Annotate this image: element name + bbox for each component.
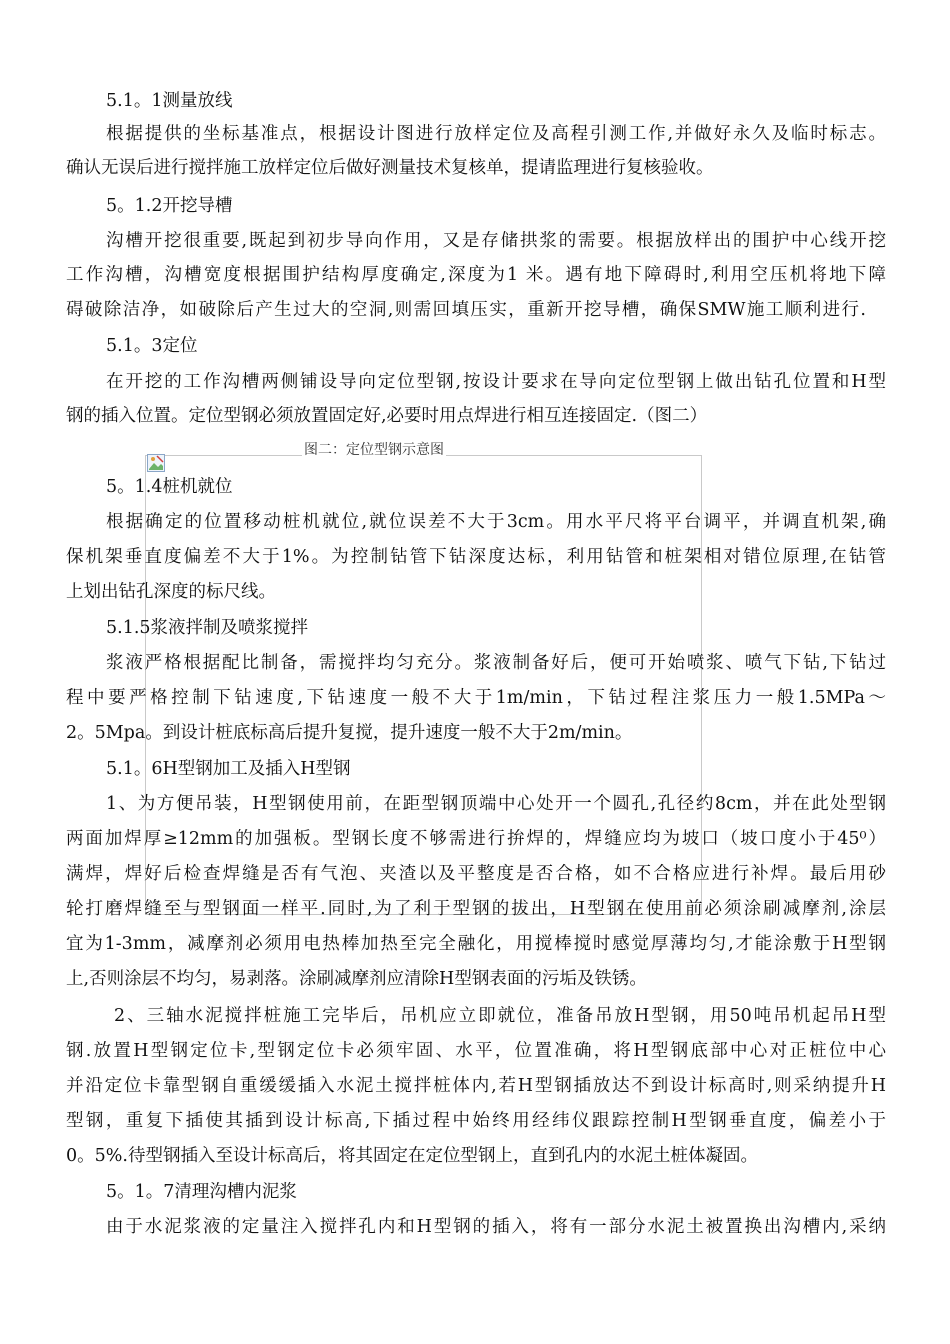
paragraph-line: 由于水泥浆液的定量注入搅拌孔内和H型钢的插入，将有一部分水泥土被置换出沟槽内,采纳 (106, 1217, 886, 1237)
section-5-1-7-heading: 5。1。7清理沟槽内泥浆 (106, 1182, 297, 1202)
paragraph-line: 2、三轴水泥搅拌桩施工完毕后，吊机应立即就位，准备吊放H型钢，用50吨吊机起吊H型 (114, 1006, 886, 1026)
paragraph-line: 根据提供的坐标基准点，根据设计图进行放样定位及高程引测工作,并做好永久及临时标志。 (106, 124, 886, 144)
paragraph-line: 确认无误后进行搅拌施工放样定位后做好测量技术复核单，提请监理进行复核验收。 (66, 158, 714, 178)
broken-image-icon (147, 454, 165, 472)
paragraph-line: 钢的插入位置。定位型钢必须放置固定好,必要时用点焊进行相互连接固定.（图二） (66, 406, 708, 426)
section-5-1-5-heading: 5.1.5浆液拌制及喷浆搅拌 (106, 618, 309, 638)
section-5-1-2-heading: 5。1.2开挖导槽 (106, 196, 233, 216)
paragraph-line: 满焊，焊好后检查焊缝是否有气泡、夹渣以及平整度是否合格，如不合格应进行补焊。最后用砂 (66, 864, 886, 884)
paragraph-line: 轮打磨焊缝至与型钢面一样平.同时,为了利于型钢的拔出，H型钢在使用前必须涂刷减摩剂,涂层 (66, 899, 886, 919)
paragraph-line: 1、为方便吊装，H型钢使用前，在距型钢顶端中心处开一个圆孔,孔径约8cm，并在此处型钢 (106, 794, 886, 814)
figure-caption: 图二：定位型钢示意图 (304, 442, 444, 458)
paragraph-line: 型钢，重复下插使其插到设计标高,下插过程中始终用经纬仪跟踪控制H型钢垂直度，偏差小于 (66, 1111, 886, 1131)
section-5-1-1-heading: 5.1。1测量放线 (106, 91, 233, 111)
paragraph-line: 并沿定位卡靠型钢自重缓缓插入水泥土搅拌桩体内,若H型钢插放达不到设计标高时,则采纳提升H (66, 1076, 886, 1096)
paragraph-line: 上,否则涂层不均匀，易剥落。涂刷减摩剂应清除H型钢表面的污垢及铁锈。 (66, 969, 647, 989)
paragraph-line: 上划出钻孔深度的标尺线。 (66, 582, 276, 602)
paragraph-line: 0。5%.待型钢插入至设计标高后，将其固定在定位型钢上，直到孔内的水泥土桩体凝固。 (66, 1146, 758, 1166)
paragraph-line: 沟槽开挖很重要,既起到初步导向作用，又是存储拱浆的需要。根据放样出的围护中心线开挖 (106, 231, 886, 251)
paragraph-line: 两面加焊厚≥12mm的加强板。型钢长度不够需进行拚焊的，焊缝应均为坡口（坡口度小于45⁰） (66, 829, 886, 849)
paragraph-line: 工作沟槽，沟槽宽度根据围护结构厚度确定,深度为1 米。遇有地下障碍时,利用空压机将地下障 (66, 265, 886, 285)
paragraph-line: 2。5Mpa。到设计桩底标高后提升复搅，提升速度一般不大于2m/min。 (66, 723, 633, 743)
paragraph-line: 在开挖的工作沟槽两侧铺设导向定位型钢,按设计要求在导向定位型钢上做出钻孔位置和H型 (106, 372, 886, 392)
paragraph-line: 宜为1-3mm，减摩剂必须用电热棒加热至完全融化，用搅棒搅时感觉厚薄均匀,才能涂敷于H型钢 (66, 934, 886, 954)
paragraph-line: 根据确定的位置移动桩机就位,就位误差不大于3cm。用水平尺将平台调平，并调直机架,确 (106, 512, 886, 532)
paragraph-line: 浆液严格根据配比制备，需搅拌均匀充分。浆液制备好后，便可开始喷浆、喷气下钻,下钻过 (106, 653, 886, 673)
paragraph-line: 钢.放置H型钢定位卡,型钢定位卡必须牢固、水平，位置准确，将H型钢底部中心对正桩位中心 (66, 1041, 886, 1061)
section-5-1-4-heading: 5。1.4桩机就位 (106, 477, 233, 497)
section-5-1-3-heading: 5.1。3定位 (106, 336, 198, 356)
paragraph-line: 碍破除洁净，如破除后产生过大的空洞,则需回填压实，重新开挖导槽，确保SMW施工顺利进行. (66, 300, 866, 320)
section-5-1-6-heading: 5.1。6H型钢加工及插入H型钢 (106, 759, 351, 779)
paragraph-line: 保机架垂直度偏差不大于1%。为控制钻管下钻深度达标，利用钻管和桩架相对错位原理,在钻管 (66, 547, 886, 567)
paragraph-line: 程中要严格控制下钻速度,下钻速度一般不大于1m/min，下钻过程注浆压力一般1.5MPa～ (66, 688, 886, 708)
